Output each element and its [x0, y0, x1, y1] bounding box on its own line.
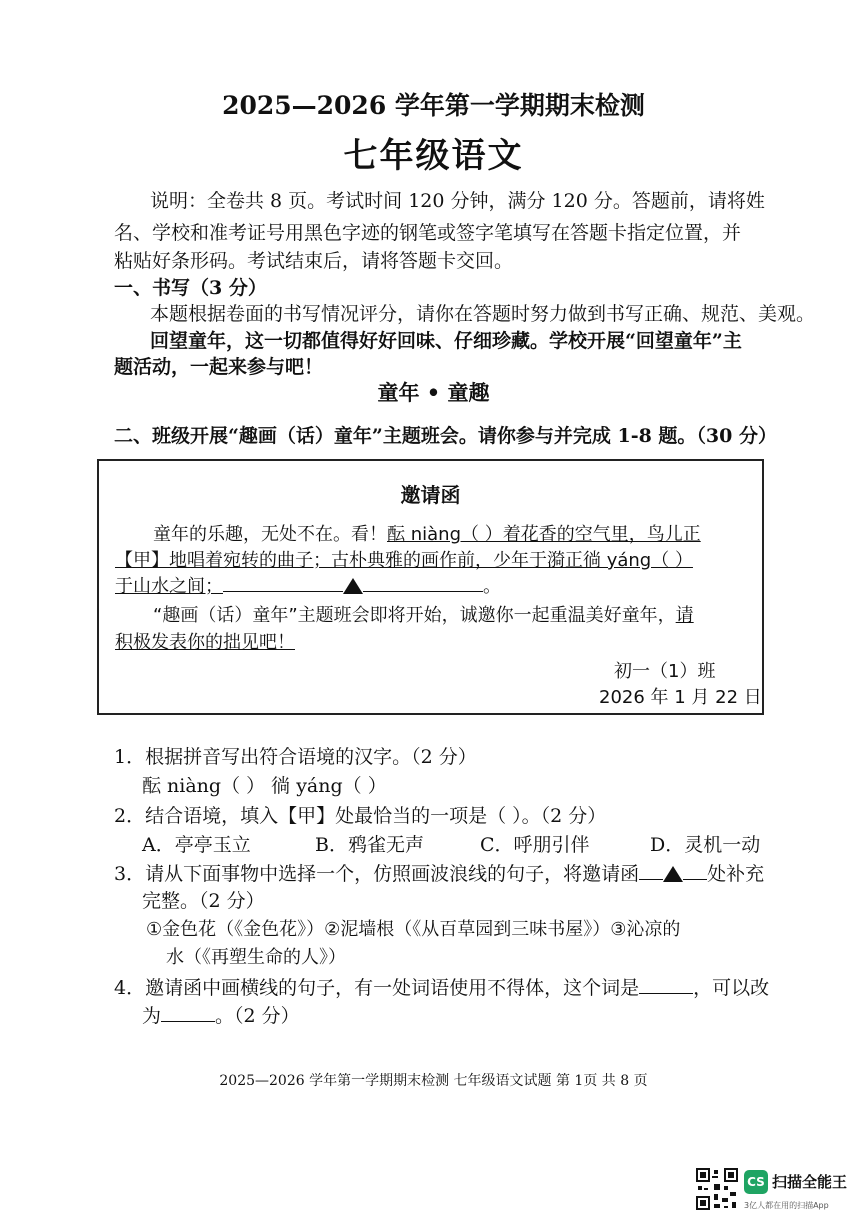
- q3-text-a: 3．请从下面事物中选择一个，仿照画波浪线的句子，将邀请函: [114, 863, 640, 885]
- camscanner-tagline: 3亿人都在用的扫描App: [744, 1201, 829, 1210]
- instructions-line-3: 粘贴好条形码。考试结束后，请将答题卡交回。: [114, 250, 514, 272]
- q4-text-c: 为: [142, 1005, 162, 1027]
- q3-items-1: ①金色花（《金色花》）②泥墙根（《从百草园到三味书屋》）③沁凉的: [146, 919, 681, 940]
- q2-option-b: B．鸦雀无声: [315, 834, 424, 856]
- part1-intro-1: 回望童年，这一切都值得好好回味、仔细珍藏。学校开展“回望童年”主: [150, 330, 742, 352]
- fill-blank-line: [223, 575, 343, 592]
- q2-option-d: D．灵机一动: [650, 834, 761, 856]
- invitation-line-1a: 童年的乐趣，无处不在。看！: [153, 524, 387, 545]
- q3-text-c: 完整。（2 分）: [142, 890, 265, 912]
- instructions-line-2: 名、学校和准考证号用黑色字迹的钢笔或签字笔填写在答题卡指定位置，并: [114, 222, 742, 244]
- q1-text: 1．根据拼音写出符合语境的汉字。（2 分）: [114, 746, 477, 768]
- q4-text-b: ，可以改: [693, 977, 770, 999]
- part2-heading: 二、班级开展“趣画（话）童年”主题班会。请你参与并完成 1-8 题。（30 分）: [114, 425, 777, 447]
- invitation-line-4a: “趣画（话）童年”主题班会即将开始，诚邀你一起重温美好童年，: [153, 605, 676, 626]
- q4-text-d: 。（2 分）: [215, 1005, 300, 1027]
- section-title: 童年 • 童趣: [377, 380, 490, 405]
- q1-sub: 酝 niàng（ ） 徜 yáng（ ）: [142, 775, 387, 797]
- q2-text: 2．结合语境，填入【甲】处最恰当的一项是（ ）。（2 分）: [114, 805, 607, 827]
- q3-blank-left: [639, 863, 663, 880]
- invitation-line-1b: 酝 niàng（ ）着花香的空气里，鸟儿正: [387, 524, 701, 545]
- q4-text-a: 4．邀请函中画横线的句子，有一处词语使用不得体，这个词是: [114, 977, 640, 999]
- q4-blank-2: [161, 1005, 215, 1022]
- q4-line-2: [142, 1001, 300, 1028]
- invitation-line-3a: 于山水之间；: [115, 576, 223, 597]
- q4-blank-1: [639, 977, 693, 994]
- invitation-sign-class: 初一（1）班: [614, 661, 716, 682]
- q3-blank-right: [683, 863, 707, 880]
- invitation-line-5: 积极发表你的拙见吧！: [115, 632, 295, 653]
- qr-code-icon: [696, 1168, 738, 1210]
- part1-heading: 一、书写（3 分）: [114, 277, 267, 299]
- instructions-line-1: 说明：全卷共 8 页。考试时间 120 分钟，满分 120 分。答题前，请将姓: [150, 190, 765, 212]
- triangle-icon: [343, 578, 363, 594]
- invitation-line-4b: 请: [675, 605, 694, 626]
- part1-intro-2: 题活动，一起来参与吧！: [114, 356, 324, 378]
- exam-title: 2025—2026 学年第一学期期末检测: [222, 91, 645, 120]
- camscanner-name: 扫描全能王: [772, 1173, 848, 1191]
- q2-option-a: A．亭亭玉立: [142, 834, 251, 856]
- invitation-line-1: [153, 520, 701, 546]
- q4-text: [114, 973, 769, 1000]
- q3-items-2: 水（《再塑生命的人》）: [166, 947, 346, 968]
- invitation-sign-date: 2026 年 1 月 22 日: [599, 687, 762, 708]
- invitation-line-2: 【甲】地唱着宛转的曲子；古朴典雅的画作前，少年于漪正徜 yáng（ ）: [115, 550, 693, 571]
- invitation-line-3b: 。: [483, 576, 501, 597]
- invitation-title: 邀请函: [400, 483, 461, 507]
- invitation-box: [97, 459, 764, 715]
- q2-option-c: C．呼朋引伴: [480, 834, 590, 856]
- page-footer: 2025—2026 学年第一学期期末检测 七年级语文试题 第 1页 共 8 页: [219, 1073, 648, 1089]
- camscanner-logo-icon: CS: [744, 1170, 768, 1194]
- invitation-line-3: [115, 572, 501, 598]
- q3-text: [114, 859, 764, 886]
- invitation-line-4: [153, 601, 694, 627]
- triangle-icon: [663, 866, 683, 882]
- fill-blank-line-2: [363, 575, 483, 592]
- part1-writing-note: 本题根据卷面的书写情况评分，请你在答题时努力做到书写正确、规范、美观。: [150, 303, 816, 325]
- subject-title: 七年级语文: [343, 136, 524, 176]
- q3-text-b: 处补充: [707, 863, 765, 885]
